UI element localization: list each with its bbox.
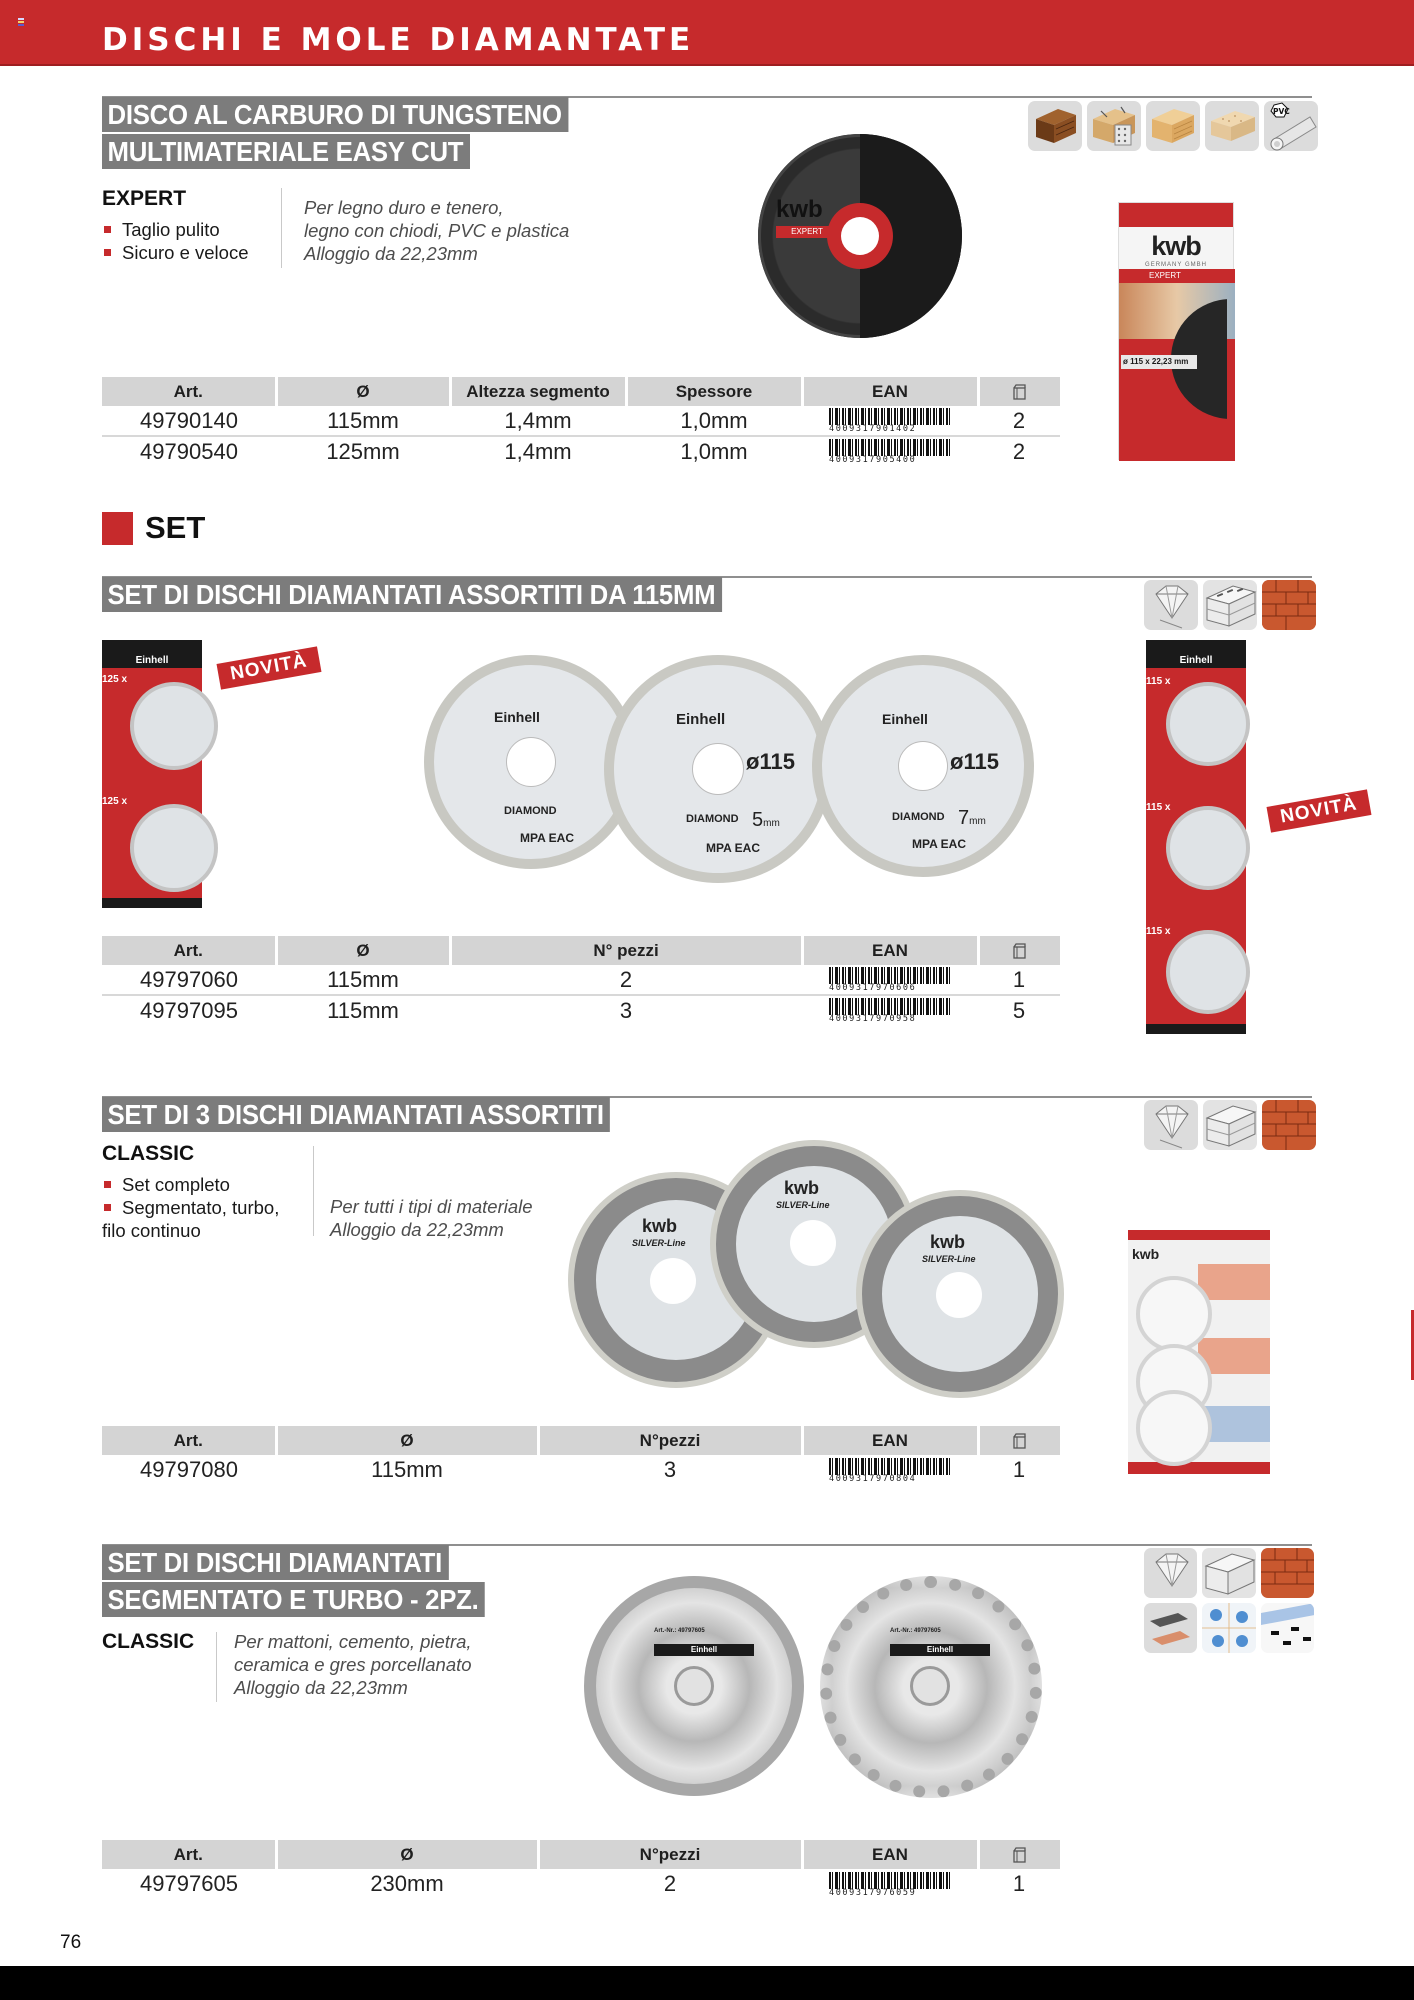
product-image-continuous-disc: kwb SILVER-Line [862, 1196, 1058, 1392]
pvc-pipe-icon [1264, 101, 1318, 151]
column-header: EAN [802, 1840, 978, 1869]
column-header: Ø [276, 936, 450, 965]
product-image-continuous-disc: Einhell ø115 DIAMOND 5mm MPA EAC [604, 655, 832, 883]
column-header [978, 936, 1060, 965]
column-header [978, 1840, 1060, 1869]
section-title-line: DISCO AL CARBURO DI TUNGSTENO [102, 97, 568, 132]
product-image-turbo-disc: kwb SILVER-Line [574, 1178, 778, 1382]
feature-list [102, 1173, 279, 1242]
ceramic-tile-icon [1202, 1603, 1255, 1653]
stone-diamond-icon [1144, 1548, 1197, 1598]
product-description: Per legno duro e tenero, legno con chiodi, PVC e plastica Alloggio da 22,23mm [304, 197, 570, 264]
concrete-block-icon [1202, 1548, 1255, 1598]
wood-with-nails-icon [1087, 101, 1141, 151]
section-title-line: SET DI DISCHI DIAMANTATI ASSORTITI DA 115MM [102, 577, 722, 612]
column-divider [216, 1632, 217, 1702]
concrete-block-icon [1203, 1100, 1257, 1150]
table-row: 49797080 115mm 3 4009317970804 1 [140, 1457, 1026, 1484]
product-image-segmented-disc: Einhell DIAMOND MPA EAC [424, 655, 638, 869]
group-heading: SET [102, 510, 205, 546]
column-divider [313, 1146, 314, 1236]
roof-tile-icon [1144, 1603, 1197, 1653]
product-packaging-kwb: kwb GERMANY GMBH EXPERT ø 115 x 22,23 mm [1118, 202, 1234, 460]
ean-barcode: 4009317970958 [829, 998, 951, 1024]
column-divider [281, 188, 282, 268]
column-header: EAN [802, 1426, 978, 1455]
section-title [102, 1097, 654, 1134]
column-header: Altezza segmento [450, 377, 626, 406]
feature-item: Set completo [102, 1173, 279, 1196]
section-title [102, 1545, 518, 1619]
product-image-segmented-disc: kwb SILVER-Line [716, 1146, 912, 1342]
hardwood-icon [1028, 101, 1082, 151]
section-title-line: SET DI 3 DISCHI DIAMANTATI ASSORTITI [102, 1097, 610, 1132]
new-badge: NOVITÀ [217, 646, 322, 689]
spec-table [102, 1426, 1060, 1485]
svg-text:PVC: PVC [1273, 107, 1290, 116]
column-header: Art. [102, 377, 276, 406]
material-icons [1144, 1100, 1316, 1150]
column-header: Ø [276, 377, 450, 406]
column-header: EAN [802, 936, 978, 965]
page-number: 76 [60, 1932, 82, 1953]
porcelain-floor-icon [1261, 1603, 1314, 1653]
material-icons [1144, 580, 1316, 630]
feature-item: Sicuro e veloce [102, 241, 248, 264]
brick-icon [1262, 580, 1316, 630]
feature-item: Taglio pulito [102, 218, 248, 241]
column-header: Spessore [626, 377, 802, 406]
page-header-band [0, 0, 1414, 66]
product-packaging-einhell-3pc: Einhell 115 x 115 x 115 x [1146, 640, 1246, 1034]
column-header: Art. [102, 1426, 276, 1455]
pack-icon [1012, 1847, 1027, 1863]
column-header: N°pezzi [538, 1426, 802, 1455]
table-row: 49797060 115mm 2 4009317970606 1 [102, 965, 1060, 995]
column-header [978, 377, 1060, 406]
product-description: Per mattoni, cemento, pietra, ceramica e gres porcellanato Alloggio da 22,23mm [234, 1631, 472, 1698]
product-image-carbide-disc: kwb EXPERT [758, 134, 962, 338]
product-image-turbo-disc: Einhell ø115 DIAMOND 7mm MPA EAC [812, 655, 1034, 877]
section-title-line: SET DI DISCHI DIAMANTATI [102, 1545, 448, 1580]
section-title [102, 577, 776, 614]
pack-icon [1012, 384, 1027, 400]
spec-table [102, 377, 1060, 466]
table-row: 49797605 230mm 2 4009317976059 1 [140, 1871, 1026, 1898]
spec-table [102, 1840, 1060, 1899]
column-header: Ø [276, 1426, 538, 1455]
column-header: Art. [102, 1840, 276, 1869]
brick-icon [1261, 1548, 1314, 1598]
product-packaging-einhell-2pc: Einhell 125 x 125 x [102, 640, 202, 908]
spec-table [102, 936, 1060, 1025]
pack-icon [1012, 943, 1027, 959]
table-row: 49790140 115mm 1,4mm 1,0mm 4009317901402 2 [102, 406, 1060, 436]
column-header: N°pezzi [538, 1840, 802, 1869]
softwood-icon [1146, 101, 1200, 151]
column-header [978, 1426, 1060, 1455]
ean-barcode: 4009317970606 [829, 967, 951, 993]
product-line-label: CLASSIC [102, 1630, 195, 1653]
material-icons [1028, 101, 1318, 151]
menu-icon[interactable] [18, 18, 24, 26]
section-title-line: MULTIMATERIALE EASY CUT [102, 134, 470, 169]
stone-diamond-icon [1144, 580, 1198, 630]
product-image-turbo-disc-230: Einhell Art.-Nr.: 49797605 [820, 1576, 1042, 1798]
ean-barcode: 4009317905400 [829, 439, 951, 465]
column-header: Art. [102, 936, 276, 965]
ean-barcode: 4009317970804 [829, 1458, 951, 1484]
group-marker [102, 512, 133, 545]
material-icons [1144, 1548, 1314, 1653]
section-title [102, 97, 609, 171]
table-row: 49797095 115mm 3 4009317970958 5 [140, 997, 1026, 1025]
product-description: Per tutti i tipi di materiale Alloggio da 22,23mm [330, 1196, 533, 1240]
feature-item: Segmentato, turbo, [102, 1196, 279, 1219]
ean-barcode: 4009317976059 [829, 1872, 951, 1898]
column-header: Ø [276, 1840, 538, 1869]
feature-item-continued: filo continuo [102, 1220, 201, 1241]
product-line-label: EXPERT [102, 187, 187, 210]
footer-bar [0, 1966, 1414, 2000]
section-title-line: SEGMENTATO E TURBO - 2PZ. [102, 1582, 485, 1617]
brick-icon [1262, 1100, 1316, 1150]
column-header: EAN [802, 377, 978, 406]
column-header: N° pezzi [450, 936, 802, 965]
concrete-block-icon [1203, 580, 1257, 630]
product-line-label: CLASSIC [102, 1142, 195, 1165]
table-row: 49790540 125mm 1,4mm 1,0mm 4009317905400 2 [140, 438, 1026, 466]
new-badge: NOVITÀ [1267, 789, 1372, 832]
chipboard-icon [1205, 101, 1259, 151]
ean-barcode: 4009317901402 [829, 408, 951, 434]
page-title: DISCHI E MOLE DIAMANTATE [102, 22, 695, 58]
feature-list [102, 218, 248, 264]
stone-diamond-icon [1144, 1100, 1198, 1150]
product-image-segmented-disc-230: Einhell Art.-Nr.: 49797605 [584, 1576, 804, 1796]
pack-icon [1012, 1433, 1027, 1449]
product-packaging-kwb-3pc: kwb [1128, 1230, 1270, 1474]
